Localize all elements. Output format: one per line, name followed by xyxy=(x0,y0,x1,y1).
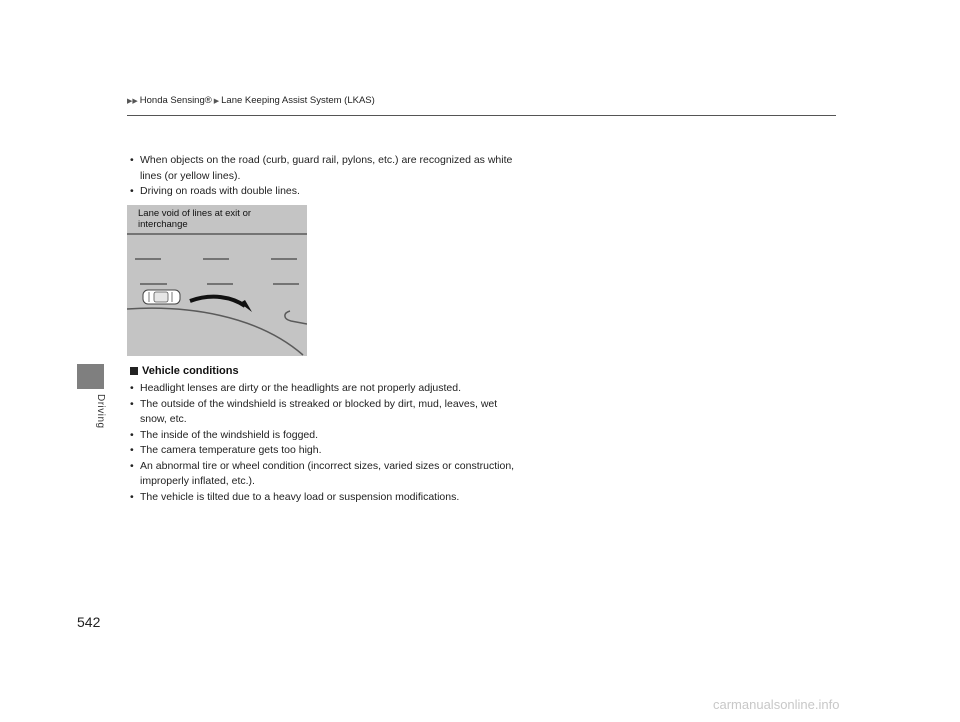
list-item-text-continued: lines (or yellow lines). xyxy=(140,169,241,182)
section-heading xyxy=(130,365,239,377)
list-item-text: The outside of the windshield is streaked or blocked by dirt, mud, leaves, wet xyxy=(140,397,498,410)
figure-caption-line: Lane void of lines at exit or xyxy=(138,208,252,219)
bullet-icon: • xyxy=(130,397,134,410)
bullet-icon: • xyxy=(130,444,134,456)
bullet-icon: • xyxy=(130,490,134,503)
header-divider xyxy=(127,115,836,116)
list-item xyxy=(130,459,590,490)
chapter-tab-marker xyxy=(77,364,104,389)
breadcrumb-item-lkas[interactable]: Lane Keeping Assist System (LKAS) xyxy=(221,95,375,106)
list-item-text: The camera temperature gets too high. xyxy=(140,444,322,456)
watermark: carmanualsonline.info xyxy=(713,697,840,712)
section-title: Vehicle conditions xyxy=(142,365,239,377)
list-item-text-continued: snow, etc. xyxy=(140,413,187,425)
intro-bullet-list xyxy=(130,153,570,200)
breadcrumb-arrows-icon: ▶▶ xyxy=(127,97,138,105)
lane-void-illustration xyxy=(127,205,307,356)
bullet-icon: • xyxy=(130,428,134,441)
list-item-text: When objects on the road (curb, guard rail, pylons, etc.) are recognized as white xyxy=(140,154,513,166)
list-item xyxy=(130,490,590,506)
list-item xyxy=(130,397,590,428)
section-square-icon xyxy=(130,367,138,375)
figure-caption xyxy=(138,208,307,230)
list-item xyxy=(130,443,590,459)
bullet-icon: • xyxy=(130,154,134,166)
list-item xyxy=(130,381,590,397)
bullet-icon: • xyxy=(130,459,134,472)
list-item xyxy=(130,153,570,184)
list-item-text: The inside of the windshield is fogged. xyxy=(140,428,319,441)
breadcrumb-arrow-icon: ▶ xyxy=(213,97,220,105)
conditions-bullet-list xyxy=(130,381,590,505)
list-item xyxy=(130,428,590,444)
breadcrumb-item-honda-sensing[interactable]: Honda Sensing® xyxy=(139,95,212,106)
bullet-icon: • xyxy=(130,185,134,197)
chapter-tab-label: Driving xyxy=(95,394,106,429)
breadcrumb xyxy=(127,95,375,106)
list-item xyxy=(130,184,570,200)
page-number: 542 xyxy=(77,614,101,630)
figure-caption-line: interchange xyxy=(138,219,188,230)
list-item-text: Driving on roads with double lines. xyxy=(140,185,300,197)
bullet-icon: • xyxy=(130,382,134,394)
list-item-text: The vehicle is tilted due to a heavy load or suspension modifications. xyxy=(140,490,460,503)
list-item-text-continued: improperly inflated, etc.). xyxy=(140,475,255,487)
list-item-text: Headlight lenses are dirty or the headlights are not properly adjusted. xyxy=(140,382,462,394)
list-item-text: An abnormal tire or wheel condition (incorrect sizes, varied sizes or construction, xyxy=(140,459,515,472)
